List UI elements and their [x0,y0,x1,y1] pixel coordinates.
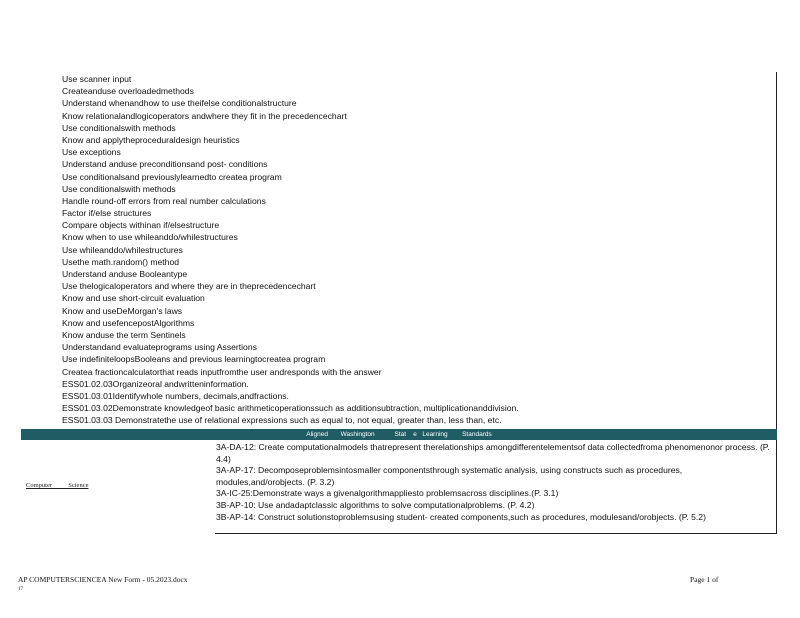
objective-item [44,280,519,292]
bullet-icon [44,171,62,183]
objective-text: Use scanner input [62,74,132,84]
objective-item [44,171,519,183]
objective-text: Use indefiniteloopsBooleans and previous learningtocreatea program [62,354,326,365]
standard-item: 3B-AP-14: Construct solutionstoproblemsusing student- created components,such as procedures, modulesand/orobjects. (P. 5.2) [216,511,706,522]
objective-text: Understand whenandhow to use theifelse conditionalstructure [62,98,297,109]
objective-text: ESS01.03.02Demonstrate knowledgeof basic arithmeticoperationssuch as additionsubtraction, multiplicationanddivision. [62,403,519,414]
objective-item [44,317,519,329]
bullet-icon [44,158,62,170]
bullet-icon [44,146,62,158]
objectives-list [44,73,519,426]
objective-text: Use conditionalsand previouslylearnedto createa program [62,171,282,182]
bullet-icon [44,280,62,292]
objective-text: Understand anduse Booleantype [62,269,188,279]
objective-text: ESS01.03.03 Demonstratethe use of relational expressions such as equal to, not equal, greater than, less than, etc. [62,415,502,426]
objective-text: Know and usefencepostAlgorithms [62,317,195,328]
objective-item [44,231,519,243]
standards-list [216,442,772,523]
bullet-icon [44,329,62,341]
objective-text: Use exceptions [62,147,121,158]
objective-text: Factor if/else structures [62,208,152,219]
objective-item [44,219,519,231]
objective-item [44,366,519,378]
objective-item [44,402,519,414]
objective-item [44,195,519,207]
objective-text: ESS01.03.01Identifywhole numbers, decimals,andfractions. [62,390,289,401]
bullet-icon [44,97,62,109]
objective-text: Compare objects withinan if/elsestructure [62,220,220,231]
bullet-icon [44,85,62,97]
objective-item [44,341,519,353]
footer-page-total: 17 [18,587,23,592]
bullet-icon [44,353,62,365]
standards-bottom-border [215,533,777,534]
bullet-icon [44,231,62,243]
bullet-icon [44,402,62,414]
objective-item [44,146,519,158]
objective-item [44,329,519,341]
objective-text: Understand anduse preconditionsand post- conditions [62,159,268,170]
objective-item [44,97,519,109]
objective-text: Know and applytheproceduraldesign heuristics [62,134,240,145]
bullet-icon [44,256,62,268]
objective-item [44,183,519,195]
bullet-icon [44,268,62,280]
bullet-icon [44,390,62,402]
bullet-icon [44,110,62,122]
standard-item: 3A-IC-25:Demonstrate ways a givenalgorithmappliesto problemsacross disciplines.(P. 3.1) [216,488,559,499]
objective-item [44,110,519,122]
objective-item [44,134,519,146]
objective-item [44,305,519,317]
table-right-border [776,72,777,533]
objective-text: Use conditionalswith methods [62,122,176,133]
bullet-icon [44,244,62,256]
objective-item [44,378,519,390]
bullet-icon [44,292,62,304]
standard-item: 3A-DA-12: Create computationalmodels thatrepresent therelationships amongdifferentelementsof data collectedfroma phenomenonor process. (P. 4.4) [216,442,770,464]
objective-item [44,158,519,170]
objective-item [44,244,519,256]
objective-item [44,85,519,97]
objective-item [44,390,519,402]
bullet-icon [44,414,62,426]
bullet-icon [44,195,62,207]
objective-text: Use conditionalswith methods [62,183,176,194]
objective-item [44,122,519,134]
bullet-icon [44,134,62,146]
objective-text: Createanduse overloadedmethods [62,86,194,97]
subject-label: Computer Science [26,482,89,489]
objective-text: ESS01.02.03Organizeoral andwritteninformation. [62,378,249,389]
bullet-icon [44,183,62,195]
objective-item [44,292,519,304]
objective-item [44,414,519,426]
footer-page-label: Page 1 of [690,575,719,584]
bullet-icon [44,317,62,329]
objective-item [44,73,519,85]
bullet-icon [44,378,62,390]
objective-text: Use thelogicaloperators and where they are in theprecedencechart [62,281,316,292]
standard-item: 3B-AP-10: Use andadaptclassic algorithms to solve computationalproblems. (P. 4.2) [216,499,535,510]
objective-text: Know anduse the term Sentinels [62,329,186,340]
bullet-icon [44,366,62,378]
objective-text: Createa fractioncalculatorthat reads inputfromthe user andresponds with the answer [62,366,382,377]
objective-item [44,256,519,268]
bullet-icon [44,73,62,85]
footer-document-name: AP COMPUTERSCIENCEA New Form - 05.2023.docx [18,575,188,584]
objective-text: Usethe math.random() method [62,256,180,267]
objective-text: Understandand evaluateprograms using Assertions [62,342,257,353]
objective-text: Use whileanddo/whilestructures [62,244,183,255]
bullet-icon [44,207,62,219]
bullet-icon [44,219,62,231]
objective-item [44,268,519,280]
objective-text: Know when to use whileanddo/whilestructures [62,232,238,243]
objective-text: Handle round-off errors from real number calculations [62,195,266,206]
bullet-icon [44,122,62,134]
bullet-icon [44,305,62,317]
standard-item: 3A-AP-17: Decomposeproblemsintosmaller componentsthrough systematic analysis, using constructs such as procedures, modules,and/orobjects. (P. 3.2) [216,465,683,487]
bullet-icon [44,341,62,353]
objective-item [44,353,519,365]
objective-text: Know and use short-circuit evaluation [62,293,205,304]
aligned-standards-header: Aligned Washington Stat e Learning Standards [21,429,777,440]
objective-text: Know and useDeMorgan's laws [62,305,183,316]
objective-item [44,207,519,219]
objective-text: Know relationalandlogicoperators andwhere they fit in the precedencechart [62,110,347,121]
